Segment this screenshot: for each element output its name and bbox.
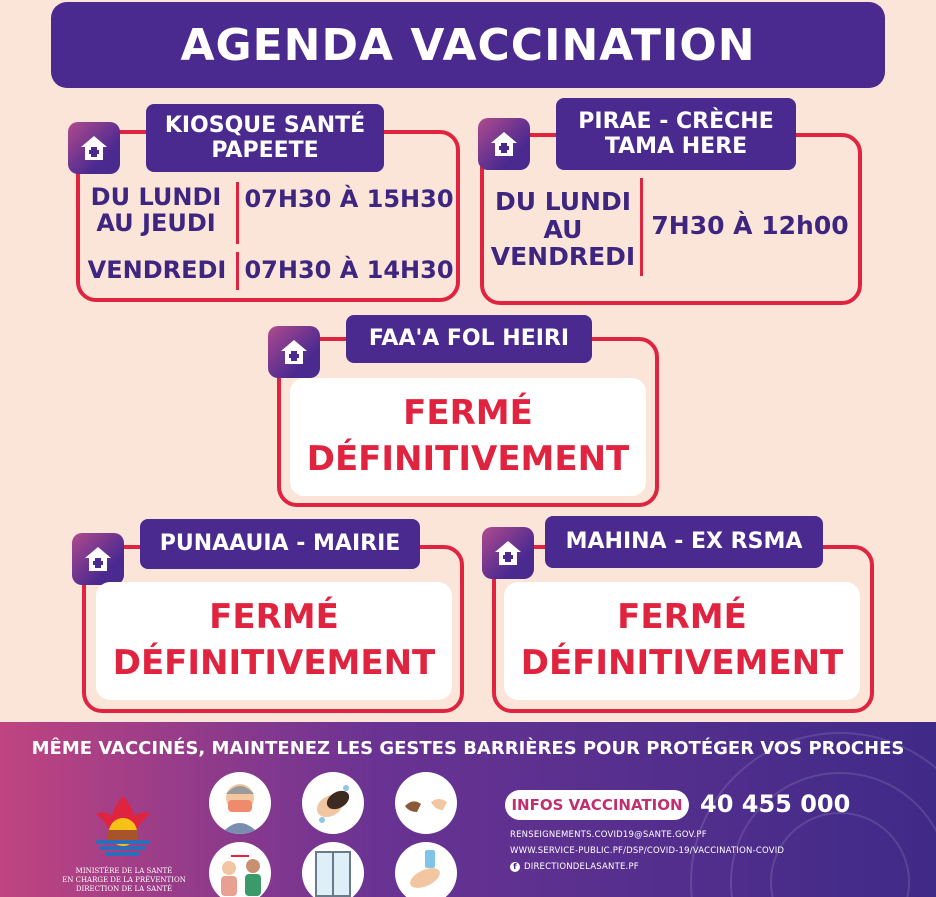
info-phone[interactable]: 40 455 000 bbox=[700, 790, 851, 818]
mahina-label: MAHINA - EX RSMA bbox=[545, 516, 823, 568]
pirae-days: DU LUNDI AU VENDREDI bbox=[490, 187, 636, 271]
mask-icon bbox=[209, 772, 271, 834]
mahina-closed bbox=[504, 582, 860, 700]
house-plus-icon bbox=[268, 326, 320, 378]
infos-vaccination-badge: INFOS VACCINATION bbox=[505, 790, 689, 820]
kiosque-days-2: VENDREDI bbox=[87, 256, 227, 284]
kiosque-days-1: DU LUNDI AU JEUDI bbox=[90, 183, 222, 238]
footer bbox=[0, 722, 936, 897]
house-plus-icon bbox=[482, 527, 534, 579]
pirae-label: PIRAE - CRÈCHE TAMA HERE bbox=[556, 98, 796, 170]
faaa-closed bbox=[290, 378, 646, 496]
facebook-handle: DIRECTIONDELASANTE.PF bbox=[524, 862, 639, 872]
divider bbox=[640, 178, 643, 276]
closed-label: FERMÉ bbox=[617, 597, 747, 638]
kiosque-hours-1: 07H30 À 15H30 bbox=[244, 185, 454, 213]
ministry-line: MINISTÈRE DE LA SANTÉ bbox=[75, 867, 173, 875]
punaauia-closed bbox=[96, 582, 452, 700]
house-plus-icon bbox=[478, 118, 530, 170]
kiosque-label: KIOSQUE SANTÉ PAPEETE bbox=[146, 104, 384, 172]
faaa-label: FAA'A FOL HEIRI bbox=[346, 315, 592, 363]
info-facebook-row[interactable] bbox=[510, 862, 639, 872]
house-plus-icon bbox=[72, 533, 124, 585]
distance-icon bbox=[209, 842, 271, 897]
ventilation-icon bbox=[302, 842, 364, 897]
closed-label: DÉFINITIVEMENT bbox=[520, 643, 844, 683]
title-banner bbox=[51, 2, 885, 88]
closed-label: FERMÉ bbox=[403, 393, 533, 434]
divider bbox=[236, 252, 239, 290]
info-email[interactable]: RENSEIGNEMENTS.COVID19@SANTE.GOV.PF bbox=[510, 830, 707, 840]
page-title: AGENDA VACCINATION bbox=[180, 19, 756, 71]
kiosque-hours-2: 07H30 À 14H30 bbox=[244, 256, 454, 284]
closed-label: DÉFINITIVEMENT bbox=[306, 439, 630, 479]
house-plus-icon bbox=[68, 122, 120, 174]
ministry-line: EN CHARGE DE LA PRÉVENTION bbox=[62, 876, 186, 884]
no-handshake-icon bbox=[395, 772, 457, 834]
barrier-gestures-message: MÊME VACCINÉS, MAINTENEZ LES GESTES BARRIÈRES POUR PROTÉGER VOS PROCHES bbox=[31, 738, 905, 759]
closed-label: FERMÉ bbox=[209, 597, 339, 638]
hand-wash-icon bbox=[302, 772, 364, 834]
ministry-line: DIRECTION DE LA SANTÉ bbox=[75, 885, 173, 893]
polynesia-emblem bbox=[88, 792, 158, 862]
pirae-hours: 7H30 À 12h00 bbox=[651, 211, 849, 240]
facebook-icon: f bbox=[510, 862, 520, 872]
closed-label: DÉFINITIVEMENT bbox=[112, 643, 436, 683]
punaauia-label: PUNAAUIA - MAIRIE bbox=[140, 519, 420, 569]
divider bbox=[236, 182, 239, 244]
info-website[interactable]: WWW.SERVICE-PUBLIC.PF/DSP/COVID-19/VACCINATION-COVID bbox=[510, 846, 785, 856]
hand-gel-icon bbox=[395, 842, 457, 897]
